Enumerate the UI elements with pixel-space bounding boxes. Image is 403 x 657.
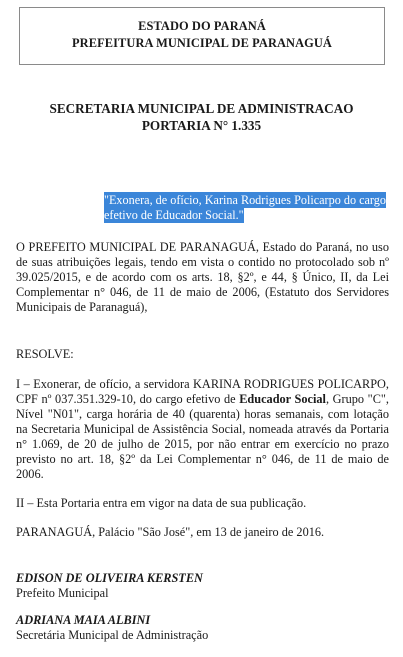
article-1-text-start: I – Exonerar, de ofício, a servidora KARINA RODRIGUES POLICARPO, CPF nº 037.351.329-10, do cargo efetivo de — [16, 377, 389, 406]
article-2-paragraph: II – Esta Portaria entra em vigor na data de sua publicação. — [16, 496, 307, 510]
document-header — [19, 7, 385, 65]
secretariat-title: SECRETARIA MUNICIPAL DE ADMINISTRACAO — [49, 101, 354, 116]
ementa-summary[interactable] — [104, 193, 389, 223]
ementa-highlighted-text[interactable]: "Exonera, de ofício, Karina Rodrigues Policarpo do cargo efetivo de Educador Social." — [104, 193, 386, 222]
signature-role-secretary: Secretária Municipal de Administração — [16, 628, 209, 642]
signature-name-secretary: ADRIANA MAIA ALBINI — [16, 613, 151, 627]
article-1-text-end: , Grupo "C", Nível "N01", carga horária de 40 (quarenta) horas semanais, com lotação na Secretaria Municipal de Assistência Social, nomeada através da Portaria n° 1.069, de 20 de julho de 2015, por não entrar em exercício no prazo previsto no art. 18, §2º da Lei Complementar n° 046, de 11 de maio de 2006. — [16, 392, 389, 481]
signature-name-mayor: EDISON DE OLIVEIRA KERSTEN — [16, 571, 203, 585]
city-hall-name: PREFEITURA MUNICIPAL DE PARANAGUÁ — [72, 36, 332, 50]
article-1-paragraph — [16, 377, 389, 482]
article-1-job-title: Educador Social — [239, 392, 326, 406]
signature-role-mayor: Prefeito Municipal — [16, 586, 109, 600]
place-and-date: PARANAGUÁ, Palácio "São José", em 13 de janeiro de 2016. — [16, 525, 325, 539]
preamble-paragraph: O PREFEITO MUNICIPAL DE PARANAGUÁ, Estado do Paraná, no uso de suas atribuições legais, tendo em vista o contido no protocolado sob nº 39.025/2015, e de acordo com os arts. 18, §2º, e 44, § Único, II, da Lei Complementar n° 046, de 11 de maio de 2006, (Estatuto dos Servidores Municipais de Paranaguá), — [16, 240, 389, 314]
document-title — [0, 100, 403, 134]
portaria-number: PORTARIA N° 1.335 — [141, 118, 262, 133]
resolve-heading: RESOLVE: — [16, 347, 74, 361]
state-name: ESTADO DO PARANÁ — [138, 19, 266, 33]
